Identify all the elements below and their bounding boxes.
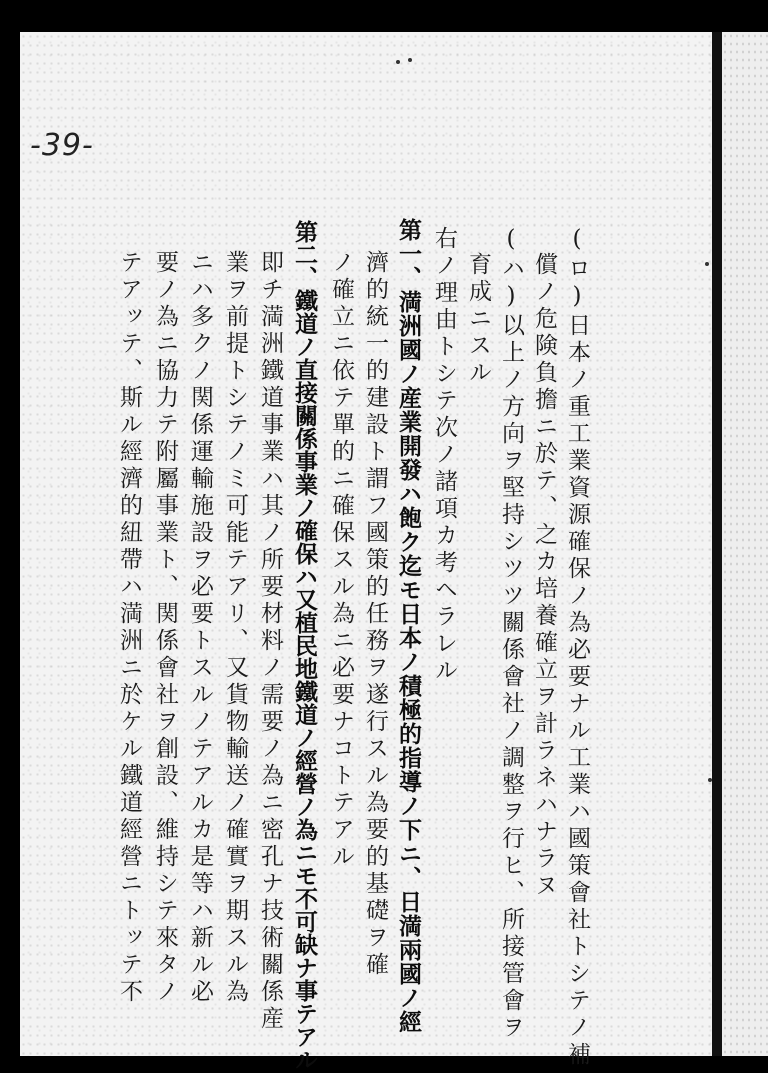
text-column-5: 右ノ理由トシテ次ノ諸項カ考ヘラレル bbox=[431, 226, 457, 685]
binding-gutter bbox=[712, 32, 722, 1056]
speck-mark bbox=[396, 60, 400, 64]
speck-mark bbox=[708, 778, 712, 782]
text-column-6: 第一、満洲國ノ産業開發ハ飽ク迄モ日本ノ積極的指導ノ下ニ、日満兩國ノ經 bbox=[395, 218, 422, 1034]
speck-mark bbox=[408, 58, 412, 62]
page-number: -39- bbox=[30, 128, 94, 163]
text-column-13: 要ノ為ニ協力テ附屬事業ト、関係會社ヲ創設、維持シテ來タノ bbox=[152, 250, 178, 1006]
text-column-8: ノ確立ニ依テ單的ニ確保スル為ニ必要ナコトテアル bbox=[328, 250, 354, 871]
text-column-4: 育成ニスル bbox=[465, 252, 491, 387]
text-column-10: 即チ満洲鐵道事業ハ其ノ所要材料ノ需要ノ為ニ密孔ナ技術關係産 bbox=[257, 250, 283, 1033]
text-column-1: (ロ)日本ノ重工業資源確保ノ為必要ナル工業ハ國策會社トシテノ補 bbox=[564, 226, 590, 1069]
text-column-14: テアッテ、斯ル經濟的紐帶ハ満洲ニ於ケル鐵道經營ニトッテ不 bbox=[116, 250, 142, 1006]
adjacent-page-edge bbox=[722, 32, 768, 1056]
speck-mark bbox=[705, 262, 709, 266]
text-column-2: 償ノ危険負擔ニ於テ、之カ培養確立ヲ計ラネハナラヌ bbox=[531, 252, 557, 900]
text-column-3: (ハ)以上ノ方向ヲ堅持シツツ關係會社ノ調整ヲ行ヒ、所接管會ヲ bbox=[498, 226, 524, 1042]
text-column-12: ニハ多クノ関係運輸施設ヲ必要トスルノテアルカ是等ハ新ル必 bbox=[187, 250, 213, 1006]
text-column-7: 濟的統一的建設ト謂フ國策的任務ヲ遂行スル為要的基礎ヲ確 bbox=[362, 250, 388, 979]
text-column-11: 業ヲ前提トシテノミ可能テアリ、又貨物輸送ノ確實ヲ期スル為 bbox=[222, 250, 248, 1006]
text-column-9: 第二、鐵道ノ直接關係事業ノ確保ハ又植民地鐵道ノ經營ノ為ニモ不可缺ナ事テアル bbox=[291, 220, 318, 1071]
